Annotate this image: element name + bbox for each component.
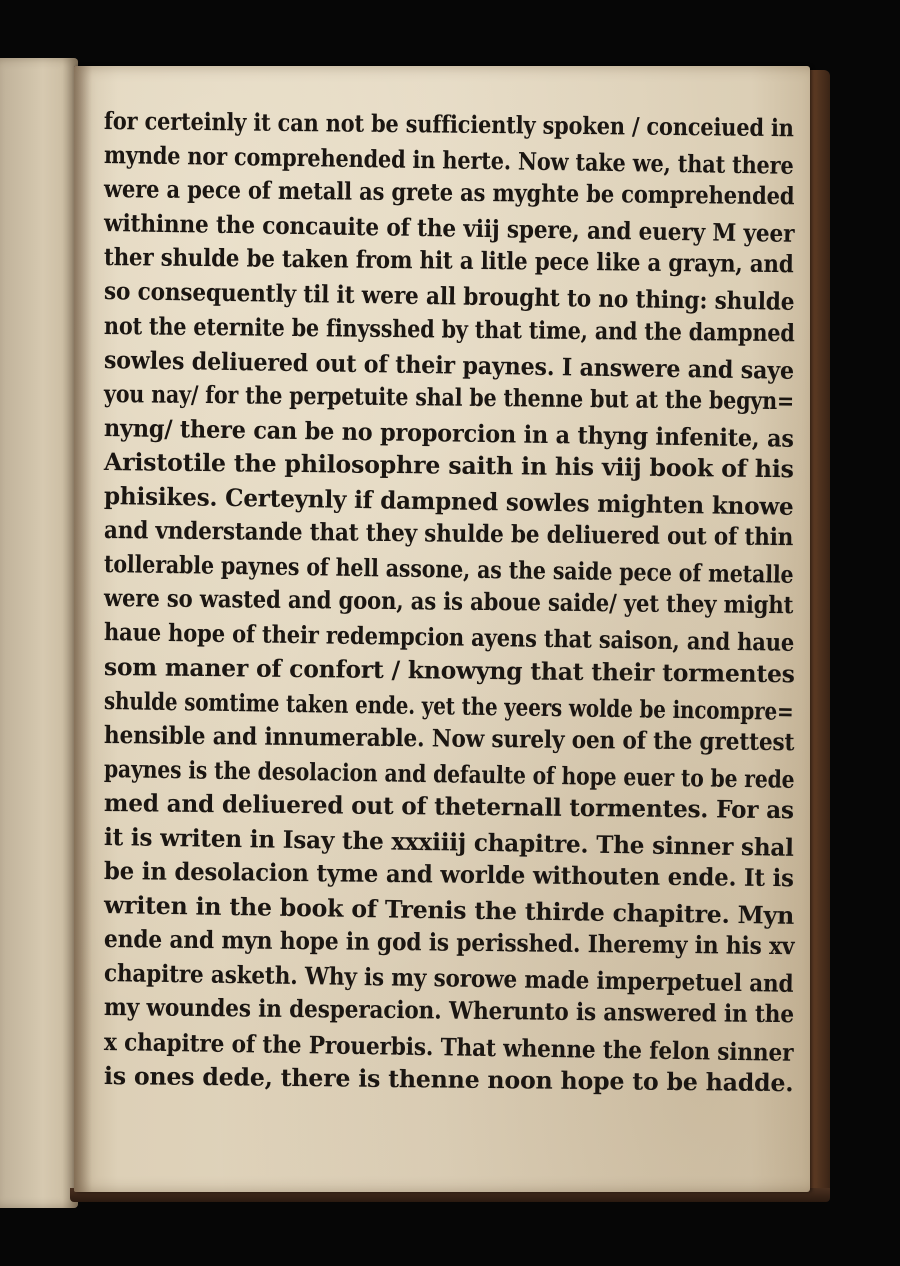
text-line: nyng/ there can be no proporcion in a thyng infenite, as [103,412,794,453]
text-line: mynde nor comprehended in herte. Now take we, that there [103,140,794,180]
text-line: paynes is the desolacion and defaulte of hope euer to be rede [103,753,795,794]
text-line: is ones dede, there is thenne noon hope to be hadde. [103,1060,794,1097]
text-line: som maner of confort / knowyng that their tormentes [103,651,795,688]
text-line: med and deliuered out of theternall tormentes. For as [103,787,794,825]
text-line: hensible and innumerable. Now surely oen of the grettest [103,719,795,756]
page-text [103,104,795,1097]
text-line: not the eternite be finysshed by that time, and the dampned [103,310,795,347]
text-line: phisikes. Certeynly if dampned sowles mighten knowe [103,481,794,521]
text-line: so consequently til it were all brought to no thing: shulde [103,276,795,317]
left-facing-leaf [0,58,78,1208]
text-line: it is writen in Isay the xxxiiij chapitre. The sinner shal [103,821,795,862]
book-page [74,66,810,1192]
text-line: were so wasted and goon, as is aboue saide/ yet they might [103,583,794,620]
text-line: withinne the concauite of the viij spere, and euery M yeer [103,208,795,249]
text-line: ther shulde be taken from hit a litle pece like a grayn, and [103,242,794,279]
text-line: Aristotile the philosophre saith in his viij book of his [103,446,794,484]
text-line: were a pece of metall as grete as myghte be comprehended [103,174,795,211]
text-line: tollerable paynes of hell assone, as the saide pece of metalle [103,549,794,590]
text-line: my woundes in desperacion. Wherunto is answered in the [103,992,795,1029]
text-line: be in desolacion tyme and worlde withouten ende. It is [103,856,794,893]
text-line: x chapitre of the Prouerbis. That whenne the felon sinner [103,1026,794,1067]
text-line: sowles deliuered out of their paynes. I answere and saye [103,344,795,385]
text-line: haue hope of their redempcion ayens that saison, and haue [103,617,795,658]
text-line: writen in the book of Trenis the thirde chapitre. Myn [103,890,795,930]
text-line: and vnderstande that they shulde be deliuered out of thin [103,515,794,552]
text-line: shulde somtime taken ende. yet the yeers wolde be incompre= [103,685,794,726]
gutter-shadow [74,66,92,1192]
text-line: for certeinly it can not be sufficiently spoken / conceiued in [103,106,794,143]
text-line: you nay/ for the perpetuite shal be thenne but at the begyn= [103,378,795,415]
text-line: ende and myn hope in god is perisshed. Iheremy in his xv [103,924,795,961]
text-line: chapitre asketh. Why is my sorowe made imperpetuel and [103,958,794,999]
